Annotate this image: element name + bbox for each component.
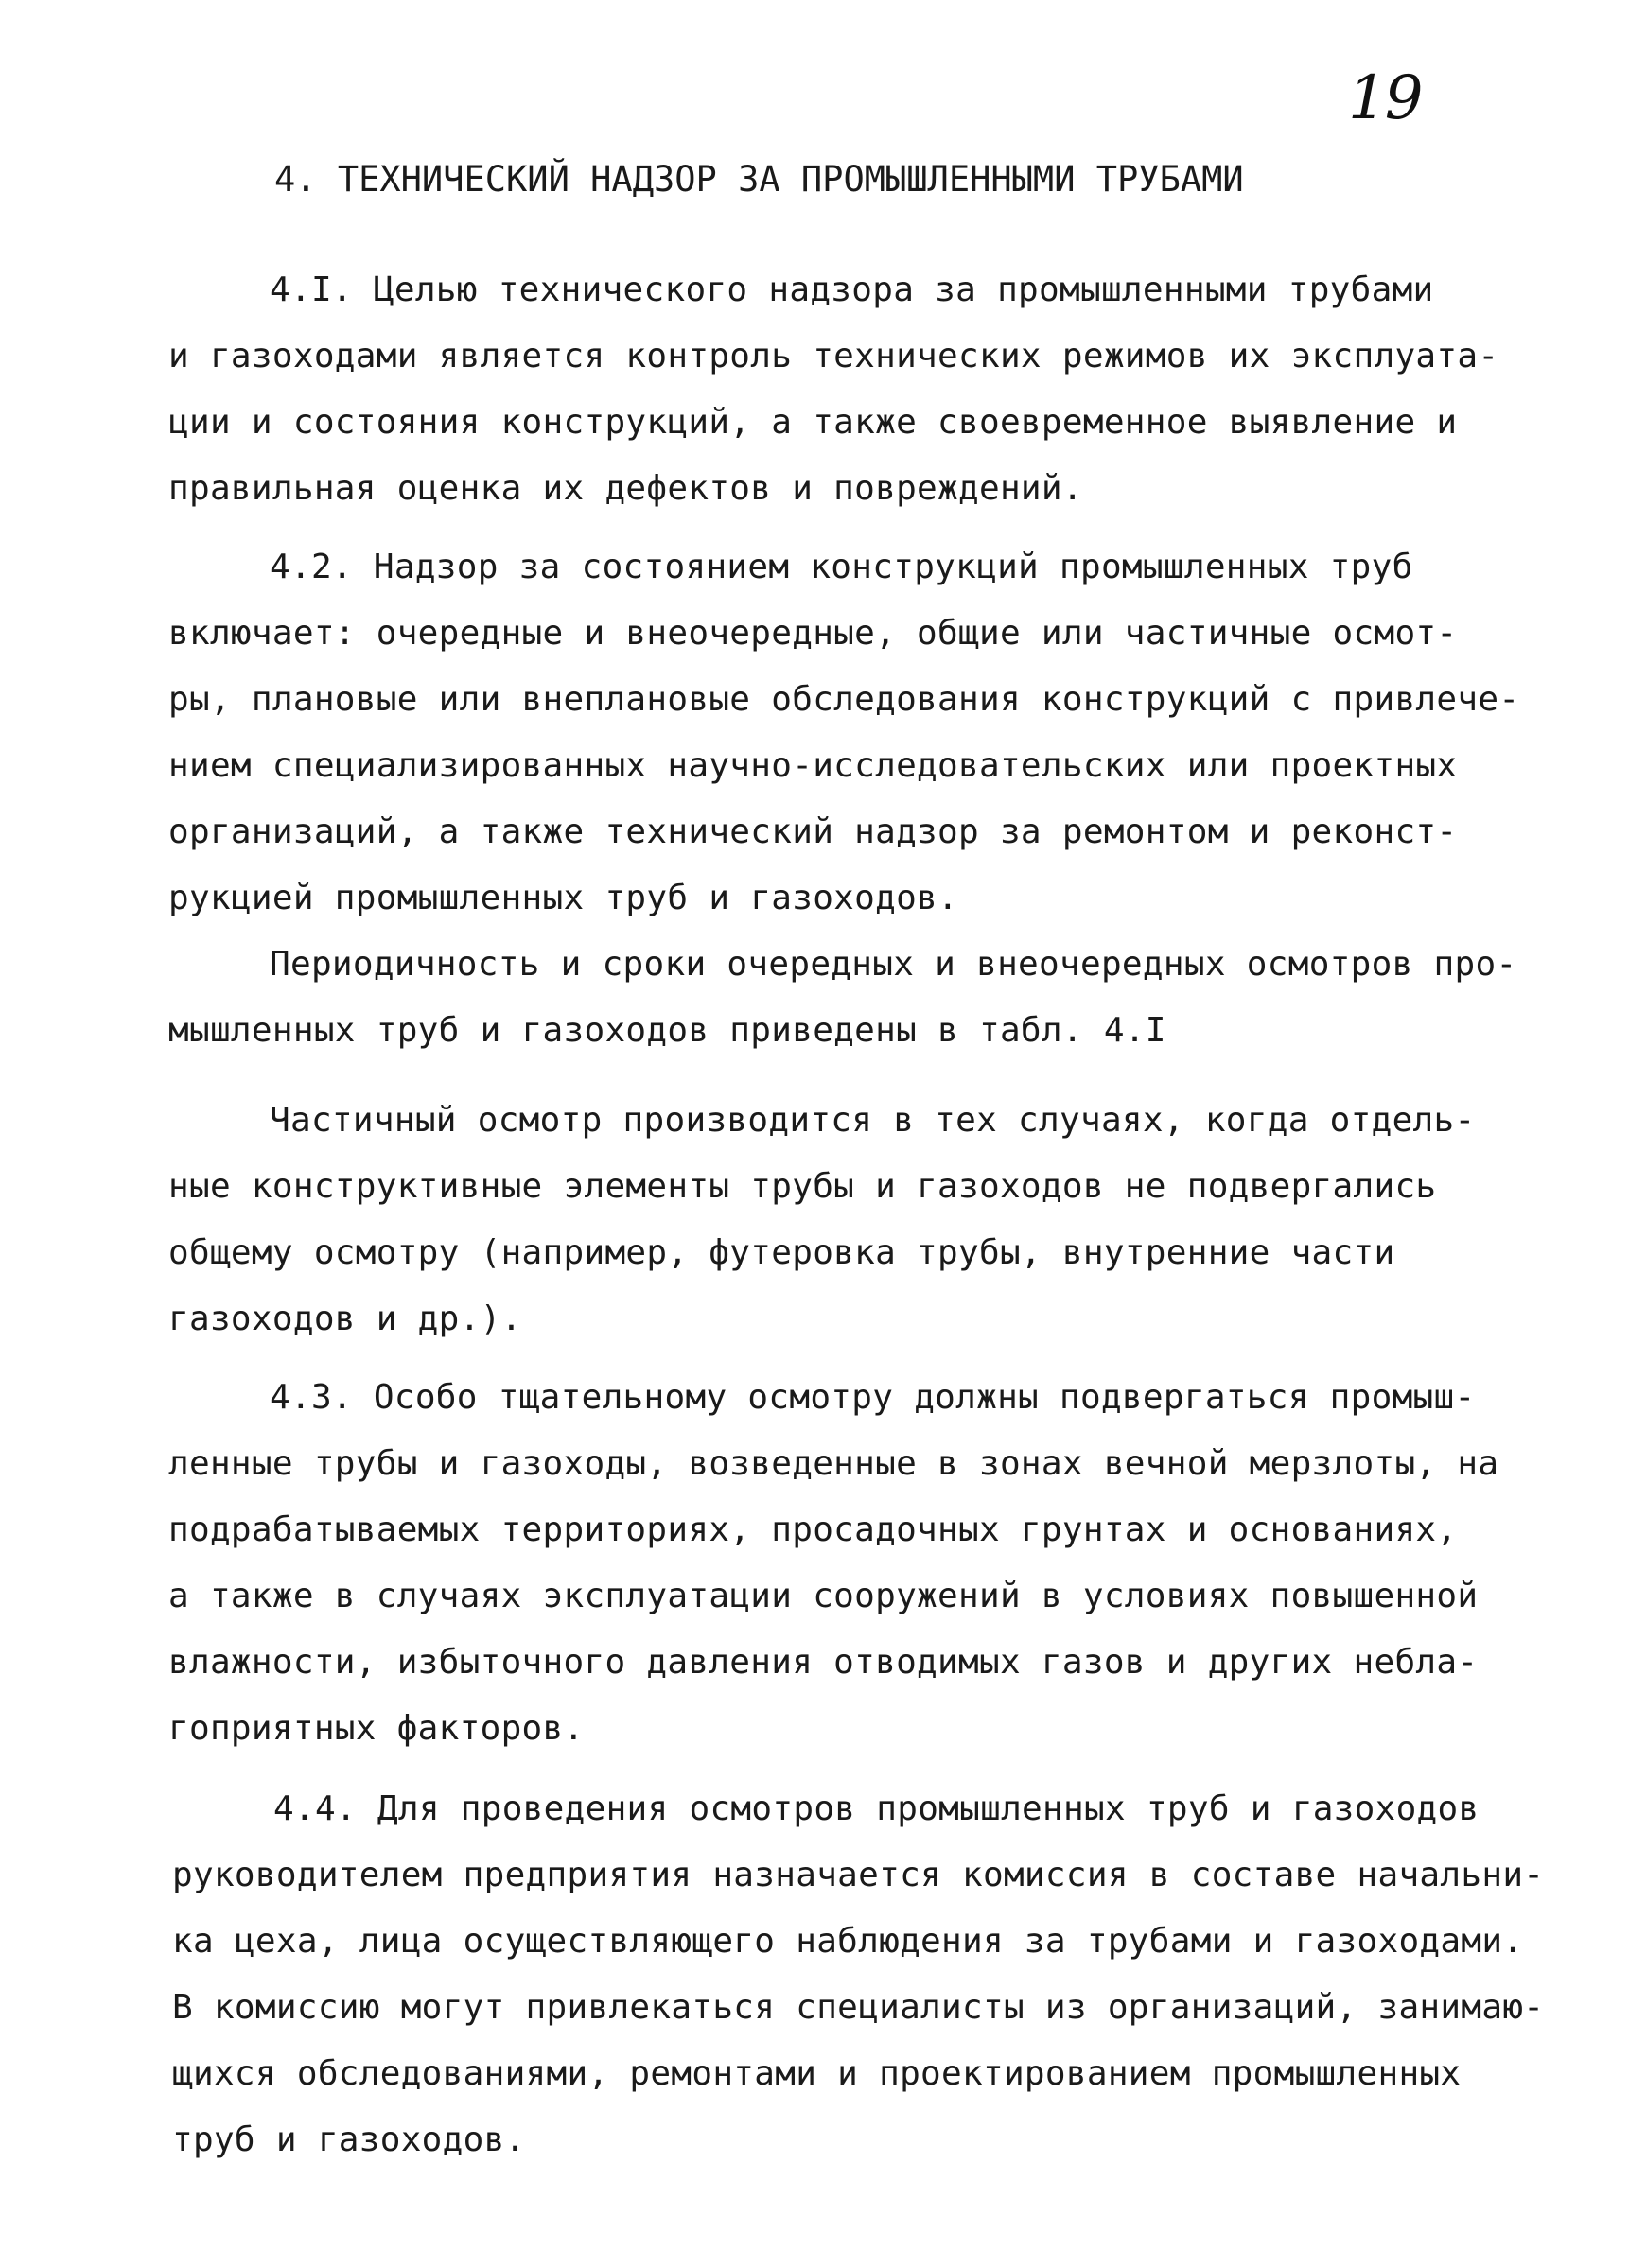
section-heading: 4. ТЕХНИЧЕСКИЙ НАДЗОР ЗА ПРОМЫШЛЕННЫМИ ТРУБАМИ	[274, 159, 1244, 200]
text-line: Периодичность и сроки очередных и внеочередных осмотров про-	[270, 945, 1517, 984]
text-line: правильная оценка их дефектов и повреждений.	[168, 469, 1083, 508]
text-line: Частичный осмотр производится в тех случаях, когда отдель-	[270, 1101, 1476, 1140]
text-line: 4.3. Особо тщательному осмотру должны подвергаться промыш-	[270, 1378, 1476, 1417]
text-line: а также в случаях эксплуатации сооружений в условиях повышенной	[168, 1577, 1479, 1615]
text-line: нием специализированных научно-исследовательских или проектных	[168, 746, 1458, 785]
text-line: ные конструктивные элементы трубы и газоходов не подвергались	[168, 1167, 1437, 1206]
text-line: ка цеха, лица осуществляющего наблюдения за трубами и газоходами.	[172, 1922, 1524, 1961]
text-line: ленные трубы и газоходы, возведенные в зонах вечной мерзлоты, на	[168, 1444, 1499, 1483]
paragraph-4-4	[172, 1776, 1544, 2173]
text-line: газоходов и др.).	[168, 1300, 522, 1338]
text-line: руководителем предприятия назначается комиссия в составе начальни-	[172, 1856, 1545, 1894]
paragraph-4-2	[168, 534, 1519, 932]
text-line: организаций, а также технический надзор за ремонтом и реконст-	[168, 812, 1458, 851]
text-line: ры, плановые или внеплановые обследования конструкций с привлече-	[168, 680, 1520, 719]
paragraph-partial-inspection	[168, 1088, 1475, 1352]
text-line: и газоходами является контроль технических режимов их эксплуата-	[168, 337, 1499, 375]
text-line: рукцией промышленных труб и газоходов.	[168, 879, 959, 917]
text-line: влажности, избыточного давления отводимых газов и других небла-	[168, 1643, 1479, 1682]
text-line: 4.4. Для проведения осмотров промышленных труб и газоходов	[273, 1789, 1480, 1828]
text-line: щихся обследованиями, ремонтами и проектированием промышленных	[172, 2054, 1462, 2093]
paragraph-periodicity	[168, 932, 1516, 1064]
text-line: общему осмотру (например, футеровка трубы, внутренние части	[168, 1233, 1395, 1272]
text-line: ции и состояния конструкций, а также своевременное выявление и	[168, 403, 1458, 442]
text-line: включает: очередные и внеочередные, общие или частичные осмот-	[168, 614, 1458, 653]
text-line: труб и газоходов.	[172, 2120, 526, 2159]
text-line: 4.I. Целью технического надзора за промышленными трубами	[270, 270, 1434, 309]
page-number: 19	[1348, 63, 1422, 133]
text-line: мышленных труб и газоходов приведены в табл. 4.I	[168, 1011, 1166, 1050]
text-line: гоприятных факторов.	[168, 1709, 585, 1748]
text-line: В комиссию могут привлекаться специалисты из организаций, занимаю-	[172, 1988, 1545, 2027]
text-line: 4.2. Надзор за состоянием конструкций промышленных труб	[270, 548, 1413, 586]
paragraph-4-3	[168, 1365, 1498, 1762]
text-line: подрабатываемых территориях, просадочных грунтах и основаниях,	[168, 1510, 1458, 1549]
paragraph-4-1	[168, 257, 1498, 522]
